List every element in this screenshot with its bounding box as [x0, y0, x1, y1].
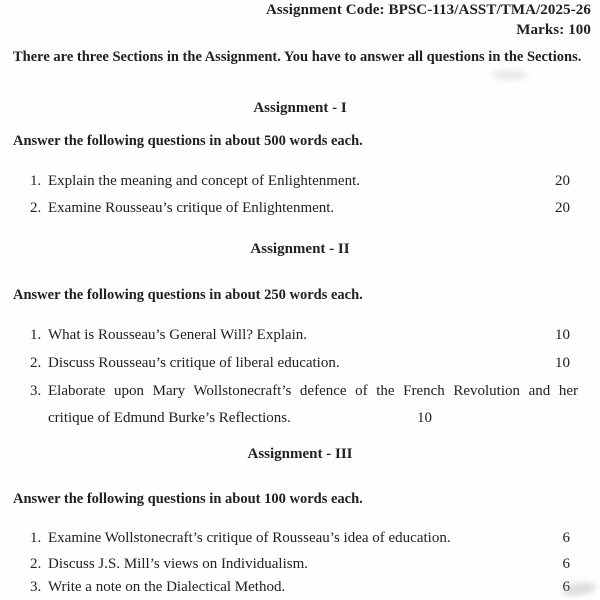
- section-3-title: Assignment - III: [247, 446, 353, 462]
- question-marks: 10: [555, 355, 570, 371]
- question-row: [30, 326, 590, 344]
- question-number: 2.: [30, 556, 42, 572]
- question-row: [30, 529, 590, 547]
- question-number: 2.: [30, 200, 42, 216]
- question-text: Examine Rousseau’s critique of Enlightenment.: [48, 200, 335, 216]
- question-text: Elaborate upon Mary Wollstonecraft’s defence of the French Revolution and her critique of Edmund Burke’s Reflections.: [48, 383, 578, 426]
- section-3-instruction: Answer the following questions in about 100 words each.: [13, 491, 363, 507]
- question-marks: 20: [555, 173, 570, 189]
- scan-smudge: [492, 70, 528, 80]
- question-text: Write a note on the Dialectical Method.: [48, 579, 286, 595]
- question-row: [30, 172, 590, 190]
- question-marks: 20: [555, 200, 570, 216]
- question-row: [30, 199, 590, 217]
- question-number: 3.: [30, 383, 42, 399]
- question-number: 2.: [30, 355, 42, 371]
- question-marks: 6: [562, 556, 570, 572]
- question-row: [30, 555, 590, 573]
- question-text: Examine Wollstonecraft’s critique of Rousseau’s idea of education.: [48, 530, 451, 546]
- question-row: [30, 378, 590, 431]
- question-number: 1.: [30, 530, 42, 546]
- question-row: [30, 578, 590, 596]
- question-marks: 6: [562, 530, 570, 546]
- question-marks: 10: [417, 409, 432, 426]
- question-text: Discuss J.S. Mill’s views on Individualism.: [48, 556, 309, 572]
- section-2-instruction: Answer the following questions in about 250 words each.: [13, 287, 363, 303]
- section-1-title: Assignment - I: [253, 100, 347, 116]
- assignment-code: Assignment Code: BPSC-113/ASST/TMA/2025-26: [265, 2, 591, 18]
- question-marks: 6: [562, 579, 570, 595]
- section-1-instruction: Answer the following questions in about 500 words each.: [13, 133, 363, 149]
- question-text: What is Rousseau’s General Will? Explain.: [48, 327, 308, 343]
- total-marks: Marks: 100: [516, 22, 591, 38]
- question-row: [30, 354, 590, 372]
- question-number: 1.: [30, 173, 42, 189]
- question-text: Explain the meaning and concept of Enlightenment.: [48, 173, 360, 189]
- question-number: 3.: [30, 579, 42, 595]
- question-number: 1.: [30, 327, 42, 343]
- question-text: Discuss Rousseau’s critique of liberal education.: [48, 355, 340, 371]
- intro-paragraph: There are three Sections in the Assignment. You have to answer all questions in the Sections.: [13, 49, 582, 65]
- question-marks: 10: [555, 327, 570, 343]
- section-2-title: Assignment - II: [250, 241, 350, 257]
